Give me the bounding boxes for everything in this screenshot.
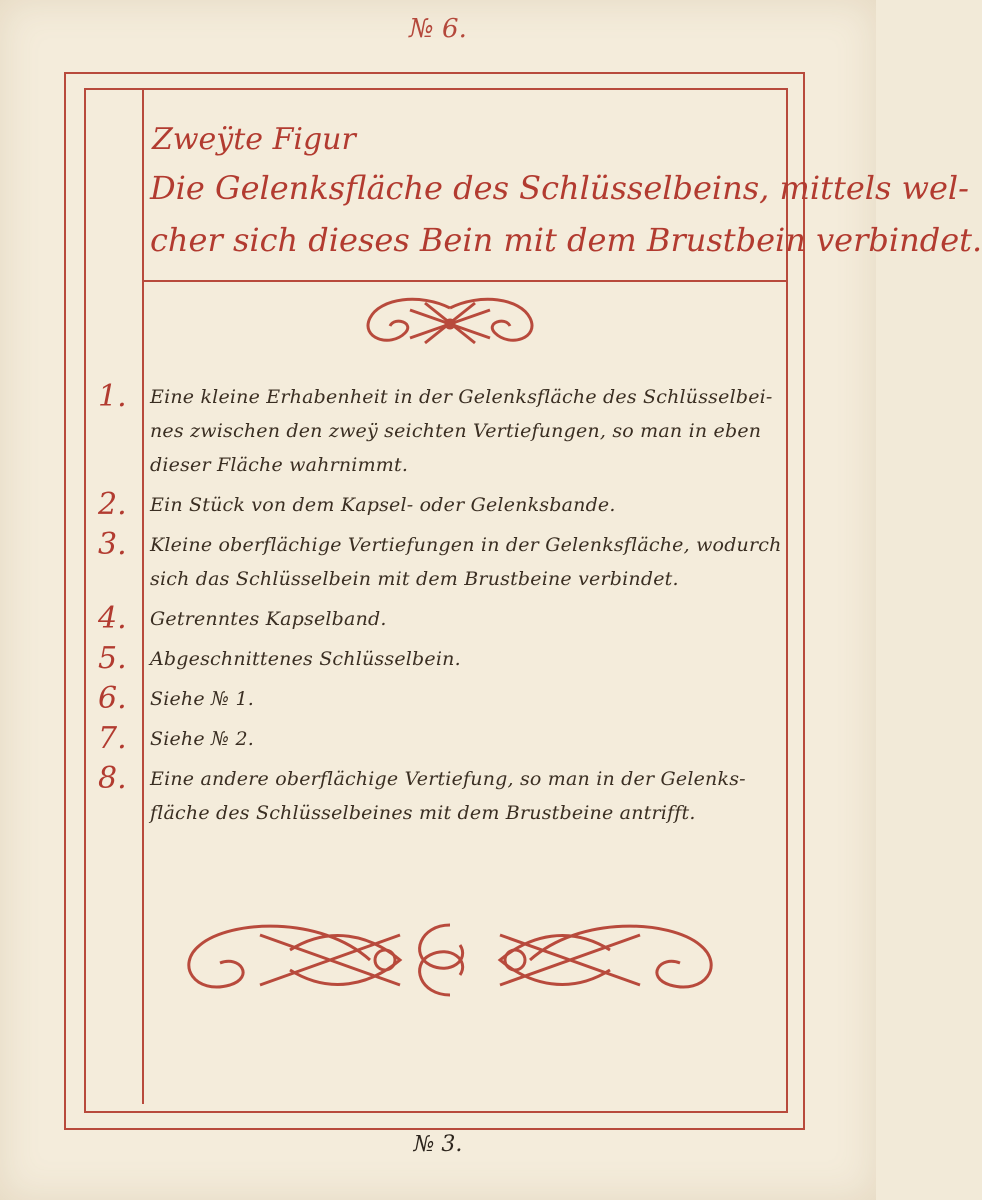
footer-mark: № 3. xyxy=(413,1132,463,1157)
entry-line: dieser Fläche wahrnimmt. xyxy=(150,454,409,476)
heading: Zweÿte Figur xyxy=(152,122,356,157)
entry-number: 2. xyxy=(98,487,127,522)
entry-number: 8. xyxy=(98,761,127,796)
entry-number: 3. xyxy=(98,527,127,562)
entry-6 xyxy=(98,682,788,716)
entry-text xyxy=(150,682,788,716)
entry-text xyxy=(150,488,788,522)
entry-line: Abgeschnittenes Schlüsselbein. xyxy=(150,648,461,670)
entry-number: 6. xyxy=(98,681,127,716)
title-block xyxy=(150,118,982,266)
entry-line: sich das Schlüsselbein mit dem Brustbeine verbindet. xyxy=(150,568,679,590)
entry-line: Eine kleine Erhabenheit in der Gelenksfläche des Schlüsselbei- xyxy=(150,386,773,408)
entry-text xyxy=(150,528,788,596)
entry-line: Eine andere oberflächige Vertiefung, so man in der Gelenks- xyxy=(150,768,746,790)
entry-2 xyxy=(98,488,788,522)
title-line-1: Die Gelenksfläche des Schlüsselbeins, mittels wel- xyxy=(150,169,969,207)
entry-line: Ein Stück von dem Kapsel- oder Gelenksbande. xyxy=(150,494,616,516)
entry-8 xyxy=(98,762,788,830)
entries-list xyxy=(98,380,788,836)
entry-line: nes zwischen den zweÿ seichten Vertiefungen, so man in eben xyxy=(150,420,762,442)
entry-4 xyxy=(98,602,788,636)
top-flourish-ornament xyxy=(350,288,550,358)
entry-text xyxy=(150,380,788,482)
entry-number: 4. xyxy=(98,601,127,636)
title-line-2: cher sich dieses Bein mit dem Brustbein verbindet. xyxy=(150,221,982,259)
entry-line: Siehe № 1. xyxy=(150,688,255,710)
entry-text xyxy=(150,602,788,636)
entry-line: Kleine oberflächige Vertiefungen in der Gelenksfläche, wodurch xyxy=(150,534,782,556)
header-rule xyxy=(143,280,788,282)
entry-line: Getrenntes Kapselband. xyxy=(150,608,387,630)
entry-text xyxy=(150,642,788,676)
entry-line: Siehe № 2. xyxy=(150,728,255,750)
entry-number: 7. xyxy=(98,721,127,756)
bottom-flourish-ornament xyxy=(170,905,730,1015)
entry-number: 5. xyxy=(98,641,127,676)
entry-7 xyxy=(98,722,788,756)
entry-5 xyxy=(98,642,788,676)
entry-text xyxy=(150,722,788,756)
entry-line: fläche des Schlüsselbeines mit dem Brustbeine antrifft. xyxy=(150,802,696,824)
entry-text xyxy=(150,762,788,830)
entry-number: 1. xyxy=(98,379,127,414)
entry-3 xyxy=(98,528,788,596)
entry-1 xyxy=(98,380,788,482)
page-number: № 6. xyxy=(409,14,467,44)
